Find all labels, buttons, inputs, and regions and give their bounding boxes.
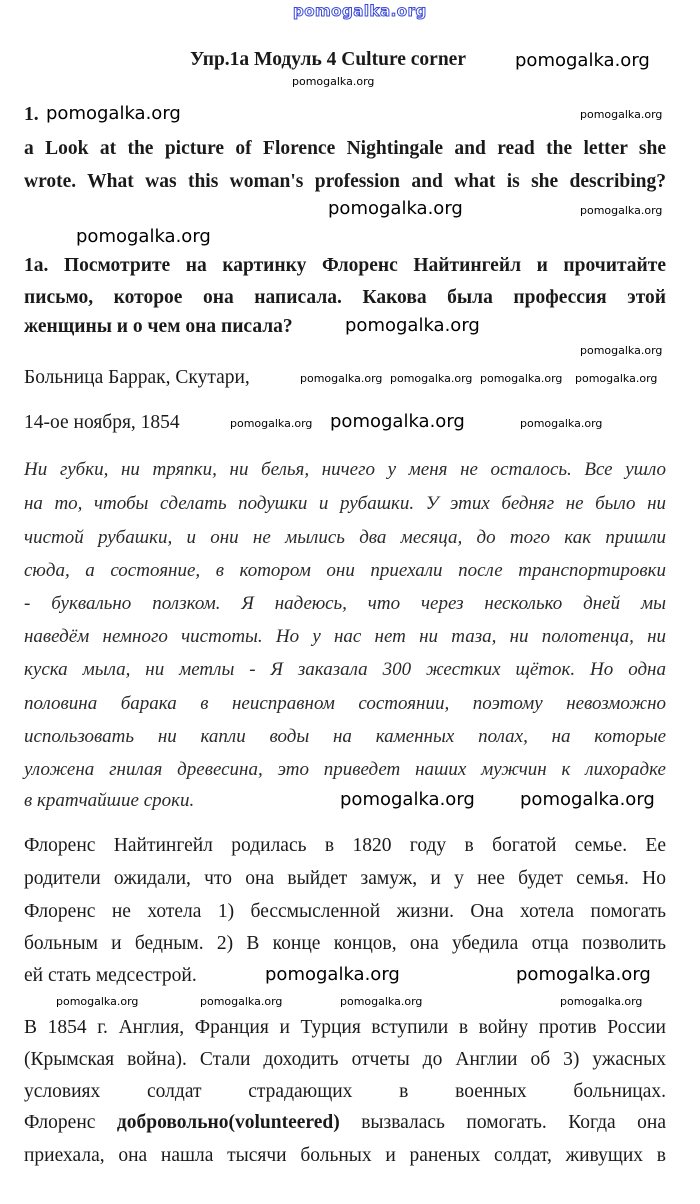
letter-line: уложена гнилая древесина, это приведет наших мужчин к лихорадке — [24, 759, 666, 780]
letter-line: в кратчайшие сроки. — [24, 790, 195, 811]
page-title: Упр.1а Модуль 4 Culture corner — [190, 49, 466, 70]
task-en-line: wrote. What was this woman's profession and what is she describing? — [24, 171, 666, 192]
para2-line: В 1854 г. Англия, Франция и Турция вступили в войну против России — [24, 1017, 666, 1038]
watermark: pomogalka.org — [340, 789, 475, 810]
task-ru-line: женщины и о чем она писала? — [24, 316, 293, 337]
watermark: pomogalka.org — [345, 315, 480, 336]
para1-line: ей стать медсестрой. — [24, 965, 197, 986]
watermark-top: pomogalka.org — [293, 2, 427, 20]
watermark: pomogalka.org — [76, 226, 211, 247]
watermark: pomogalka.org — [300, 372, 383, 385]
text: вызвалась помогать. Когда она — [339, 1112, 666, 1133]
watermark: pomogalka.org — [265, 964, 400, 985]
watermark: pomogalka.org — [560, 995, 643, 1008]
watermark: pomogalka.org — [575, 372, 658, 385]
letter-date: 14-ое ноября, 1854 — [24, 412, 180, 433]
watermark: pomogalka.org — [580, 108, 663, 121]
task-en-line: a Look at the picture of Florence Nightingale and read the letter she — [24, 138, 666, 159]
watermark: pomogalka.org — [390, 372, 473, 385]
watermark: pomogalka.org — [328, 198, 463, 219]
watermark: pomogalka.org — [520, 417, 603, 430]
letter-line: Ни губки, ни тряпки, ни белья, ничего у меня не осталось. Все ушло — [24, 459, 666, 480]
bold-term: добровольно(volunteered) — [116, 1112, 340, 1133]
para2-line: (Крымская война). Стали доходить отчеты до Англии об 3) ужасных — [24, 1049, 666, 1070]
letter-line: куска мыла, ни метлы - Я заказала 300 жестких щёток. Но одна — [24, 659, 666, 680]
para1-line: больным и бедным. 2) В конце концов, она убедила отца позволить — [24, 933, 666, 954]
task-ru-line: письмо, которое она написала. Какова была профессия этой — [24, 287, 666, 308]
para2-line — [24, 1111, 666, 1135]
letter-address: Больница Баррак, Скутари, — [24, 367, 250, 388]
letter-line: - буквально ползком. Я надеюсь, что через несколько дней мы — [24, 593, 666, 614]
letter-line: использовать ни капли воды на каменных полах, на которые — [24, 726, 666, 747]
text: Флоренс — [24, 1112, 117, 1133]
para1-line: Флоренс не хотела 1) бессмысленной жизни. Она хотела помогать — [24, 901, 666, 922]
letter-line: на то, чтобы сделать подушки и рубашки. У этих бедняг не было ни — [24, 493, 666, 514]
watermark: pomogalka.org — [230, 417, 313, 430]
watermark: pomogalka.org — [46, 103, 181, 124]
watermark: pomogalka.org — [340, 995, 423, 1008]
para2-line: условиях солдат страдающих в военных больницах. — [24, 1081, 666, 1102]
watermark: pomogalka.org — [515, 50, 650, 71]
letter-line: наведём немного чистоты. Но у нас нет ни таза, ни полотенца, ни — [24, 626, 666, 647]
letter-line: сюда, а состояние, в котором они приехали после транспортировки — [24, 560, 666, 581]
para2-line: приехала, она нашла тысячи больных и раненых солдат, живущих в — [24, 1145, 666, 1166]
watermark: pomogalka.org — [580, 344, 663, 357]
watermark: pomogalka.org — [56, 995, 139, 1008]
watermark: pomogalka.org — [520, 789, 655, 810]
para1-line: родители ожидали, что она выйдет замуж, и у нее будет семья. Но — [24, 868, 666, 889]
watermark: pomogalka.org — [200, 995, 283, 1008]
watermark: pomogalka.org — [516, 964, 651, 985]
task-number: 1. — [24, 104, 39, 125]
watermark: pomogalka.org — [330, 411, 465, 432]
watermark: pomogalka.org — [292, 75, 375, 88]
watermark: pomogalka.org — [580, 204, 663, 217]
letter-line: половина барака в неисправном состоянии, поэтому невозможно — [24, 693, 666, 714]
task-ru-line: 1а. Посмотрите на картинку Флоренс Найтингейл и прочитайте — [24, 255, 666, 276]
letter-line: чистой рубашки, и они не мылись два месяца, до того как пришли — [24, 527, 666, 548]
watermark: pomogalka.org — [480, 372, 563, 385]
para1-line: Флоренс Найтингейл родилась в 1820 году в богатой семье. Ее — [24, 835, 666, 856]
